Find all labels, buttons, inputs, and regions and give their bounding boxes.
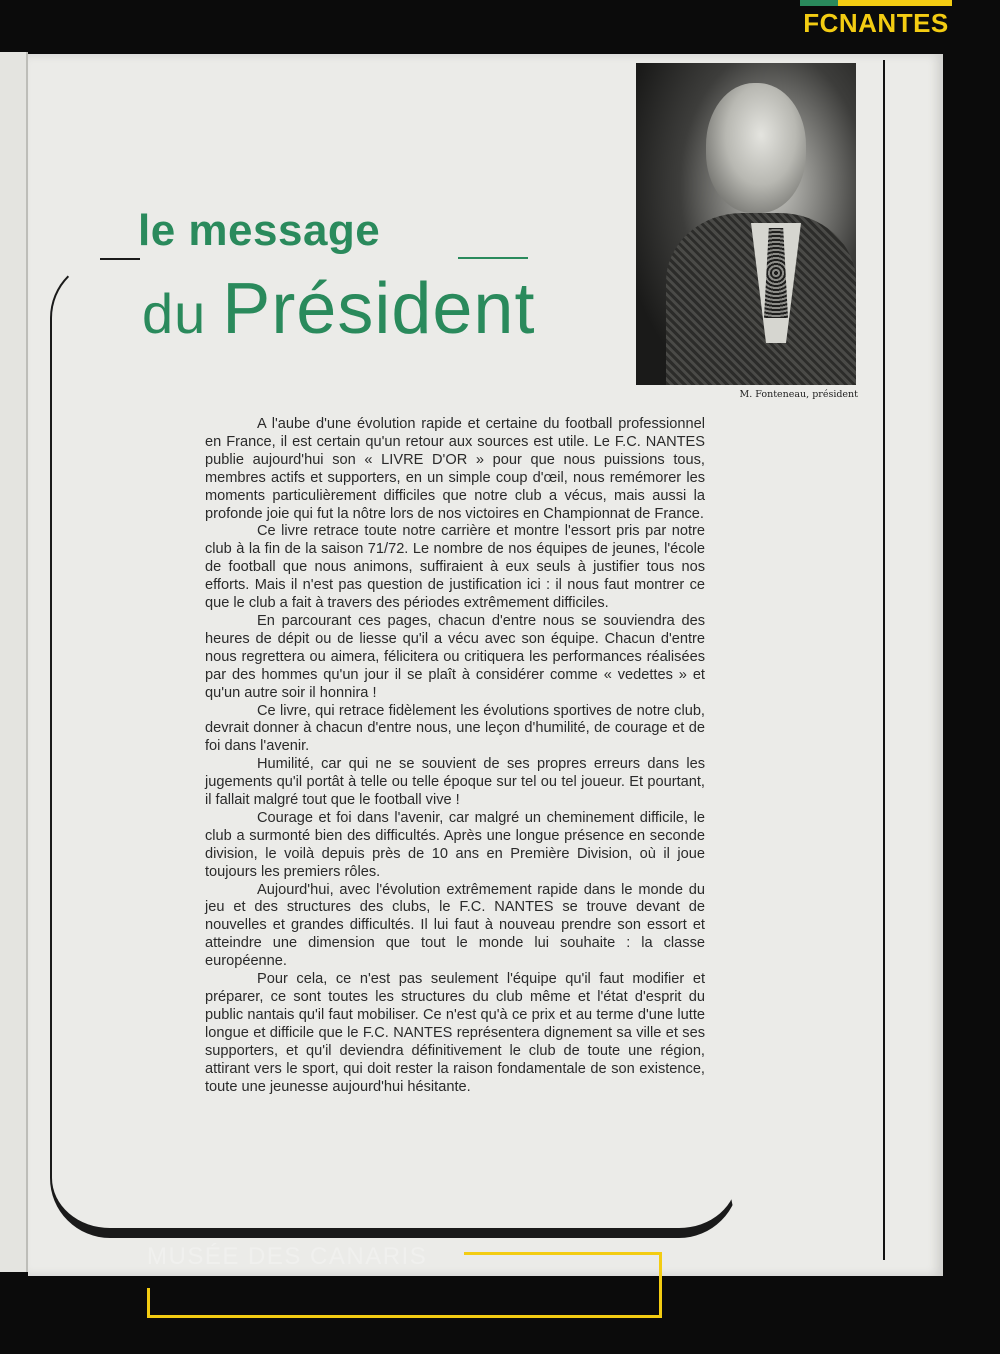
article-body: [205, 416, 705, 1096]
page-fold-line: [883, 60, 885, 1260]
photo-caption: M. Fonteneau, président: [739, 389, 858, 400]
museum-watermark-text: MUSÉE DES CANARIS: [147, 1243, 428, 1270]
paragraph: Aujourd'hui, avec l'évolution extrêmement rapide dans le monde du jeu et des structures des clubs, le F.C. NANTES se trouve devant de nouvelles et grandes difficultés. Il lui faut à nouveau prendre son essort et atteindre une dimension que tout le monde lui souhaite : la classe européenne.: [205, 881, 705, 970]
frame-top-segment: [100, 258, 140, 260]
paragraph: Humilité, car qui ne se souvient de ses propres erreurs dans les jugements qu'il portât à telle ou telle époque sur tel ou tel joueur. Et pourtant, il fallait malgré tout que le football vive !: [205, 756, 705, 809]
title-dash: [458, 257, 528, 259]
title-line1: le message: [138, 206, 381, 255]
photo-head-shape: [706, 83, 806, 213]
title-line2: [142, 268, 535, 350]
fcnantes-logo: [800, 0, 952, 44]
paragraph: Ce livre retrace toute notre carrière et montre l'essort pris par notre club à la fin de la saison 71/72. Le nombre de nos équipes de jeunes, l'école de football que nous animons, suffiraient à eux seuls à justifier tous nos efforts. Mais il n'est pas question de justification ici : il nous faut montrer ce que le club a fait à travers des périodes extrêmement difficiles.: [205, 523, 705, 612]
watermark-bracket-top: [464, 1252, 662, 1255]
watermark-bracket-bottom: [147, 1315, 662, 1318]
paragraph: En parcourant ces pages, chacun d'entre nous se souviendra des heures de dépit ou de liesse qu'il a vécu avec son équipe. Chacun d'entre nous regrettera ou aimera, félicitera ou critiquera les performances réalisées par des hommes qu'un jour il se plaît à considérer comme « vedettes » et qu'un autre soir il honnira !: [205, 612, 705, 701]
paragraph: Pour cela, ce n'est pas seulement l'équipe qu'il faut modifier et préparer, ce sont toutes les structures du club même et l'état d'esprit du public nantais qu'il faut mobiliser. Ce n'est qu'à ce prix et au terme d'une lutte longue et difficile que le F.C. NANTES représentera dignement sa ville et ses supporters, et qu'il deviendra définitivement le club de toute une région, attirant vers le sport, qui doit rester la raison fondamentale de son existence, toute une jeunesse aujourd'hui hésitante.: [205, 971, 705, 1095]
paragraph: A l'aube d'une évolution rapide et certaine du football professionnel en France, il est certain qu'un retour aux sources est utile. Le F.C. NANTES publie aujourd'hui son « LIVRE D'OR » pour que nous puissions tous, membres actifs et supporters, en un simple coup d'œil, nous remémorer les moments particulièrement difficiles que notre club a vécus, mais aussi la profonde joie qui fut la nôtre lors de nos victoires en Championnat de France.: [205, 416, 705, 522]
logo-color-stripe: [800, 0, 952, 6]
watermark-bracket-right: [659, 1252, 662, 1318]
left-page-edge: [0, 52, 28, 1272]
paragraph: Ce livre, qui retrace fidèlement les évolutions sportives de notre club, devrait donner à chacun d'entre nous, une leçon d'humilité, de courage et de foi dans l'avenir.: [205, 702, 705, 755]
paragraph: Courage et foi dans l'avenir, car malgré un cheminement difficile, le club a surmonté bien des difficultés. Après une longue présence en seconde division, le voilà depuis près de 10 ans en Première Division, où il joue toujours les premiers rôles.: [205, 809, 705, 880]
title-line2-main: Président: [222, 269, 536, 349]
watermark-bracket-left: [147, 1288, 150, 1318]
logo-text: FCNANTES: [803, 8, 949, 38]
title-line2-prefix: du: [142, 282, 207, 345]
